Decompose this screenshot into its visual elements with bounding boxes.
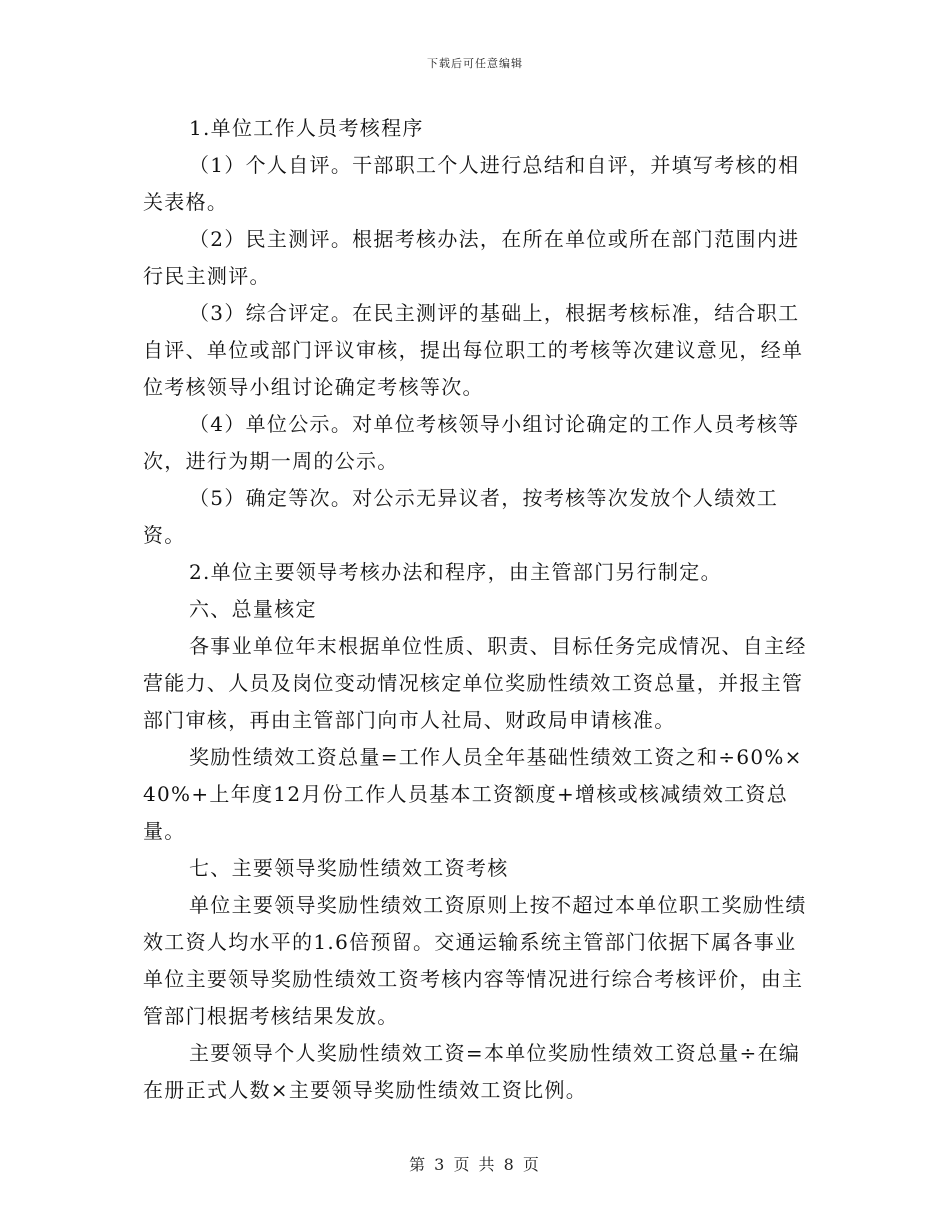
- paragraph-unit-publicity: （4）单位公示。对单位考核领导小组讨论确定的工作人员考核等次，进行为期一周的公示。: [143, 412, 800, 473]
- paragraph-determine-grade: （5）确定等次。对公示无异议者，按考核等次发放个人绩效工资。: [143, 486, 779, 547]
- paragraph-democratic-evaluation: （2）民主测评。根据考核办法，在所在单位或所在部门范围内进行民主测评。: [143, 227, 800, 288]
- paragraph-procedure-title: 1.单位工作人员考核程序: [189, 116, 424, 140]
- paragraph-leader-performance: 单位主要领导奖励性绩效工资原则上按不超过本单位职工奖励性绩效工资人均水平的1.6倍预留。交通运输系统主管部门依据下属各事业单位主要领导奖励性绩效工资考核内容等情况进行综合考核评价，由主管部门根据考核结果发放。: [143, 893, 807, 1028]
- paragraph-leader-formula: 主要领导个人奖励性绩效工资=本单位奖励性绩效工资总量÷在编在册正式人数×主要领导奖励性绩效工资比例。: [143, 1041, 801, 1102]
- paragraph-total-verification: 各事业单位年末根据单位性质、职责、目标任务完成情况、自主经营能力、人员及岗位变动情况核定单位奖励性绩效工资总量，并报主管部门审核，再由主管部门向市人社局、财政局申请核准。: [143, 634, 807, 732]
- section-heading-leader-performance: 七、主要领导奖励性绩效工资考核: [189, 856, 509, 880]
- paragraph-self-evaluation: （1）个人自评。干部职工个人进行总结和自评，并填写考核的相关表格。: [143, 153, 800, 214]
- document-body: [143, 110, 808, 1109]
- paragraph-leader-assessment: 2.单位主要领导考核办法和程序，由主管部门另行制定。: [189, 560, 722, 584]
- page-number: 第 3 页 共 8 页: [409, 1155, 541, 1174]
- paragraph-comprehensive-assessment: （3）综合评定。在民主测评的基础上，根据考核标准，结合职工自评、单位或部门评议审核，提出每位职工的考核等次建议意见，经单位考核领导小组讨论确定考核等次。: [143, 301, 804, 399]
- section-heading-total-verification: 六、总量核定: [189, 597, 317, 621]
- page-header-note: 下载后可任意编辑: [427, 57, 523, 70]
- paragraph-total-formula: 奖励性绩效工资总量=工作人员全年基础性绩效工资之和÷60%×40%+上年度12月份工作人员基本工资额度+增核或核减绩效工资总量。: [143, 745, 803, 843]
